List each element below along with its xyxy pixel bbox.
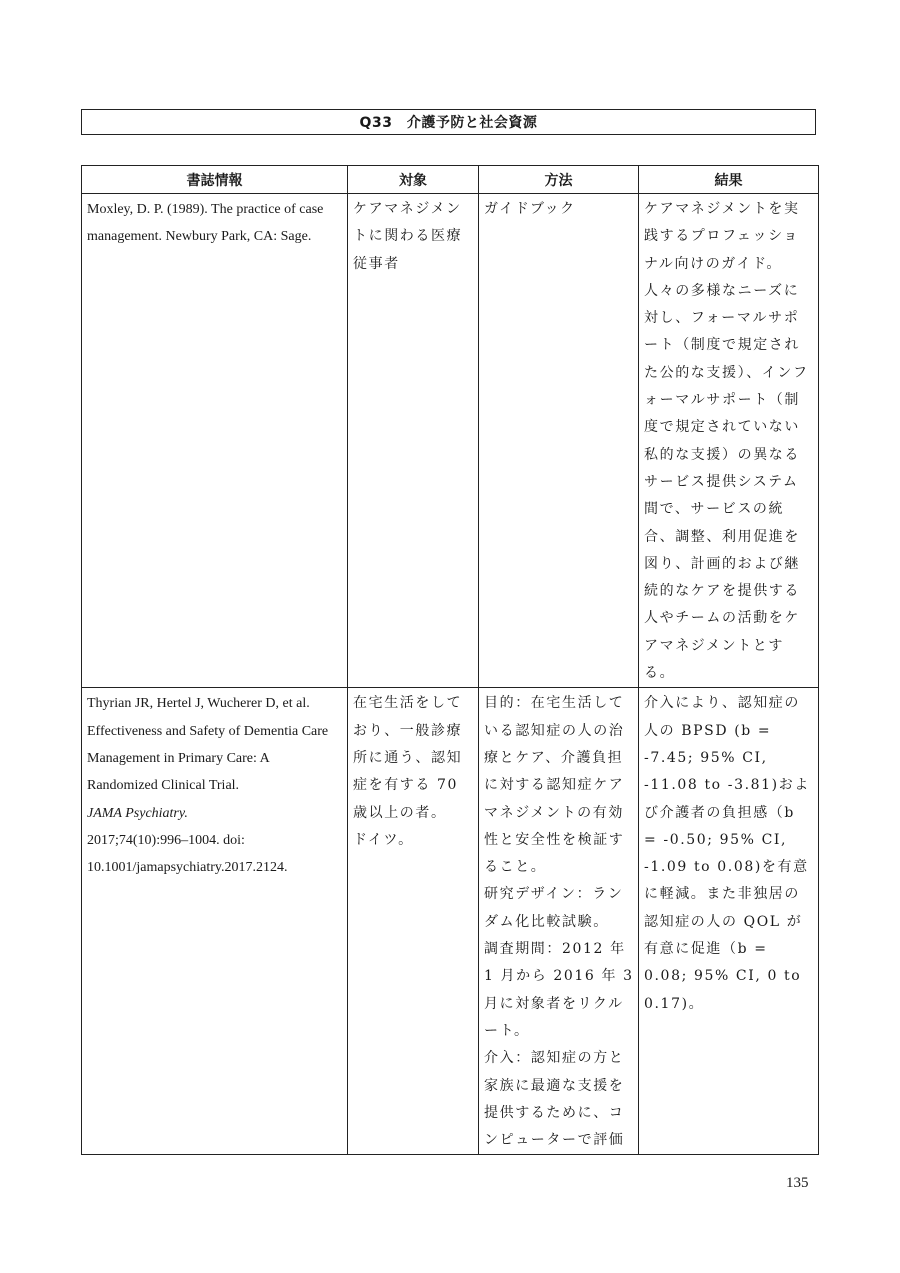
table-header-row xyxy=(82,166,819,194)
page-number: 135 xyxy=(786,1175,809,1191)
header-target: 対象 xyxy=(348,166,479,194)
journal-name: JAMA Psychiatry. xyxy=(87,805,188,821)
bib-cell xyxy=(82,688,348,1155)
literature-table xyxy=(81,165,819,1155)
bib-citation-tail: 2017;74(10):996–1004. doi: 10.1001/jamapsychiatry.2017.2124. xyxy=(87,832,288,876)
method-text: 調査期間：2012 年 1 月から 2016 年 3 月に対象者をリクルート。 xyxy=(484,941,634,1039)
header-result: 結果 xyxy=(639,166,819,194)
result-text: 人々の多様なニーズに対し、フォーマルサポート（制度で規定された公的な支援）、インフォーマルサポート（制度で規定されていない私的な支援）の異なるサービス提供システム間で、サービスの統合、調整、利用促進を図り、計画的および継続的なケアを提供する人やチームの活動をケアマネジメントとする。 xyxy=(644,282,809,682)
target-text: 在宅生活をしており、一般診療所に通う、認知症を有する 70 歳以上の者。 xyxy=(353,695,463,821)
bib-text: Thyrian JR, Hertel J, Wucherer D, et al. Effectiveness and Safety of Dementia Care Management in Primary Care: A Randomized Clinical Trial. xyxy=(87,696,329,794)
table-row xyxy=(82,688,819,1155)
method-text: 目的：在宅生活している認知症の人の治療とケア、介護負担に対する認知症ケアマネジメントの有効性と安全性を検証すること。 xyxy=(484,695,625,876)
result-text: 介入により、認知症の人の BPSD (b = -7.45; 95% CI, -11.08 to -3.81)および介護者の負担感（b = -0.50; 95% CI, -1.09 to 0.08)を有意に軽減。また非独居の認知症の人の QOL が有意に促進（b = 0.08; 95% CI, 0 to 0.17)。 xyxy=(644,695,810,1012)
bib-text: Moxley, D. P. (1989). The practice of case management. Newbury Park, CA: Sage. xyxy=(87,202,324,245)
header-bibliography: 書誌情報 xyxy=(82,166,348,194)
header-method: 方法 xyxy=(479,166,639,194)
result-cell xyxy=(639,194,819,688)
method-text: ガイドブック xyxy=(484,201,576,217)
result-cell xyxy=(639,688,819,1155)
target-cell xyxy=(348,688,479,1155)
target-text: ケアマネジメントに関わる医療従事者 xyxy=(353,201,463,272)
method-cell xyxy=(479,688,639,1155)
method-text: 研究デザイン：ランダム化比較試験。 xyxy=(484,886,624,930)
target-cell xyxy=(348,194,479,688)
method-text: 介入：認知症の方と家族に最適な支援を提供するために、コンピューターで評価 xyxy=(484,1050,625,1149)
method-cell xyxy=(479,194,639,688)
table-row xyxy=(82,194,819,688)
result-text: ケアマネジメントを実践するプロフェッショナル向けのガイド。 xyxy=(644,201,800,272)
section-title: Q33 介護予防と社会資源 xyxy=(359,115,538,131)
target-text: ドイツ。 xyxy=(353,831,414,848)
bib-cell xyxy=(82,194,348,688)
section-title-box xyxy=(81,109,816,135)
